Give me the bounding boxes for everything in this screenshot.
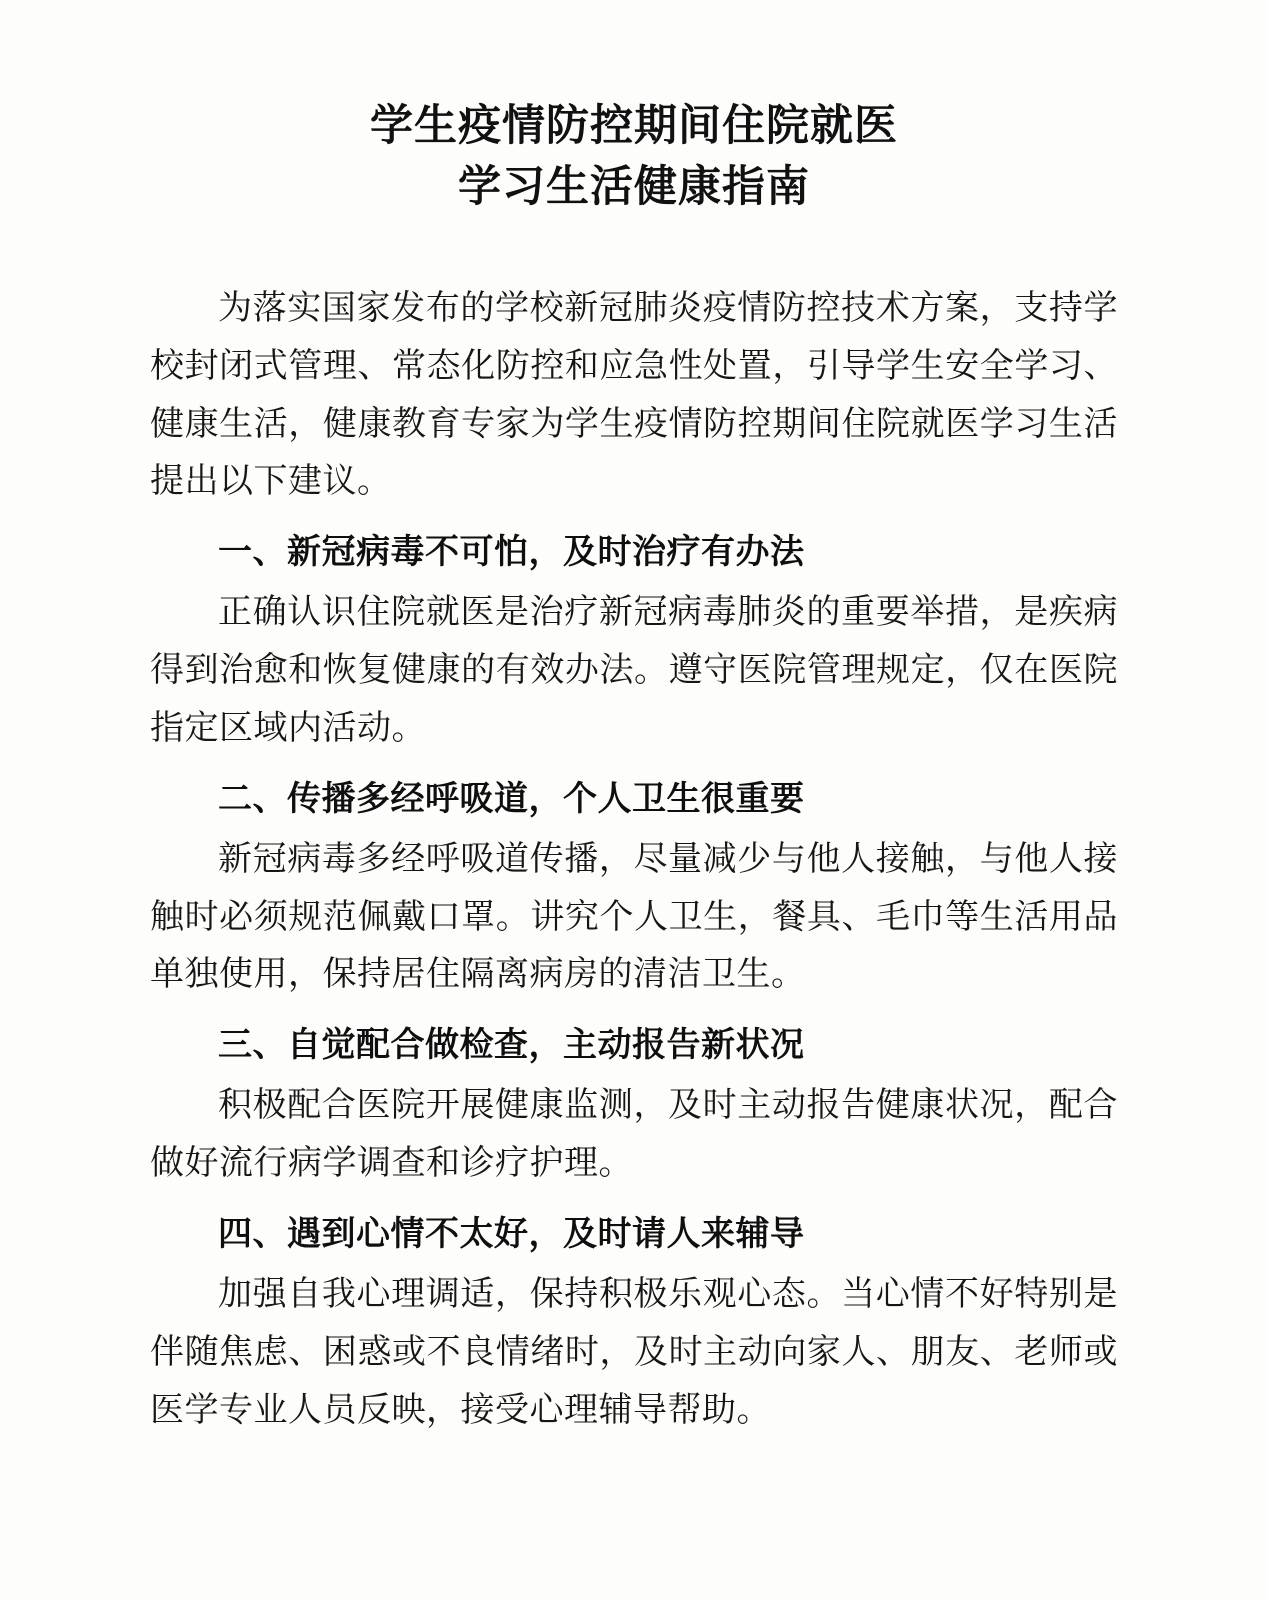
- section-2: [150, 772, 1118, 1004]
- page-title: [150, 96, 1118, 218]
- section-3-heading: 三、自觉配合做检查，主动报告新状况: [218, 1025, 805, 1066]
- section-2-heading: 二、传播多经呼吸道，个人卫生很重要: [218, 778, 805, 819]
- section-1: [150, 525, 1118, 757]
- page-title-line-1: 学生疫情防控期间住院就医: [370, 101, 898, 151]
- section-2-body: 新冠病毒多经呼吸道传播，尽量减少与他人接触，与他人接触时必须规范佩戴口罩。讲究个人卫生，餐具、毛巾等生活用品单独使用，保持居住隔离病房的清洁卫生。: [150, 838, 1118, 995]
- intro-paragraph: 为落实国家发布的学校新冠肺炎疫情防控技术方案，支持学校封闭式管理、常态化防控和应急性处置，引导学生安全学习、健康生活，健康教育专家为学生疫情防控期间住院就医学习生活提出以下建议。: [150, 288, 1118, 502]
- section-4-heading: 四、遇到心情不太好，及时请人来辅导: [218, 1213, 805, 1254]
- section-4: [150, 1207, 1118, 1439]
- section-3-body: 积极配合医院开展健康监测，及时主动报告健康状况，配合做好流行病学调查和诊疗护理。: [150, 1085, 1118, 1184]
- section-1-heading: 一、新冠病毒不可怕，及时治疗有办法: [218, 532, 805, 573]
- section-3: [150, 1018, 1118, 1193]
- section-4-body: 加强自我心理调适，保持积极乐观心态。当心情不好特别是伴随焦虑、困惑或不良情绪时，及时主动向家人、朋友、老师或医学专业人员反映，接受心理辅导帮助。: [150, 1273, 1118, 1430]
- section-1-body: 正确认识住院就医是治疗新冠病毒肺炎的重要举措，是疾病得到治愈和恢复健康的有效办法。遵守医院管理规定，仅在医院指定区域内活动。: [150, 592, 1118, 748]
- title-spacer: [150, 218, 1118, 280]
- page-title-line-2: 学习生活健康指南: [458, 162, 810, 213]
